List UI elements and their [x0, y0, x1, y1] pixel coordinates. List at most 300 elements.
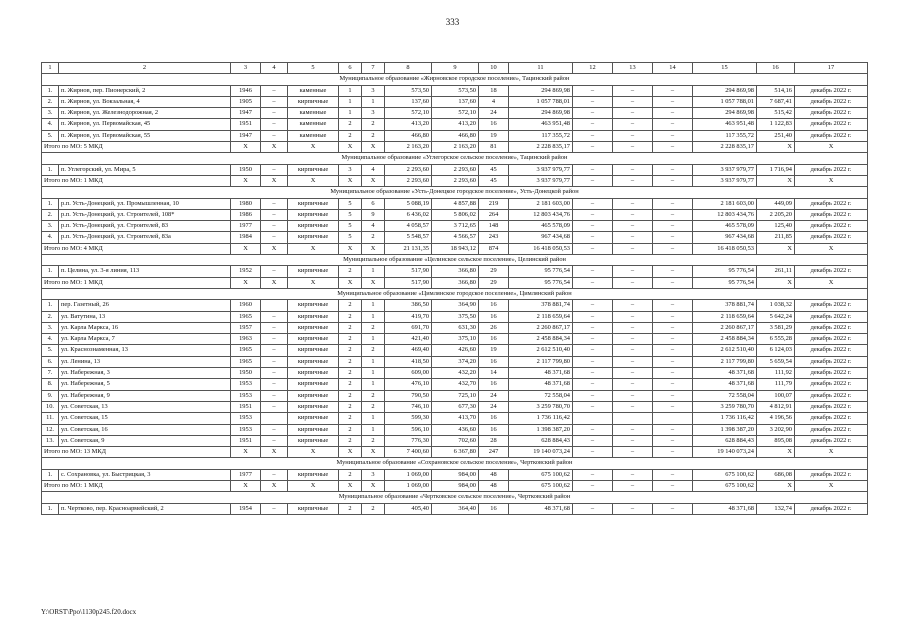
table-cell: 1 398 387,20 [509, 424, 573, 435]
table-cell: 3 937 979,77 [509, 175, 573, 186]
table-cell: 3 581,29 [757, 322, 795, 333]
table-cell: 2 293,60 [432, 175, 479, 186]
table-cell: 16 418 050,53 [693, 243, 757, 254]
municipality-title: Муниципальное образование «Чертковское сельское поселение», Чертковский район [42, 492, 868, 503]
table-cell: 4 857,88 [432, 198, 479, 209]
table-cell: X [231, 480, 261, 491]
table-cell: 2. [42, 311, 59, 322]
address-cell: р.п. Усть-Донецкий, ул. Промышленная, 10 [59, 198, 231, 209]
table-cell: – [613, 469, 653, 480]
table-cell: 436,60 [432, 424, 479, 435]
table-cell: 19 140 073,24 [509, 447, 573, 458]
table-cell: кирпичные [288, 379, 339, 390]
table-cell: 72 558,04 [509, 390, 573, 401]
table-cell: 2 [362, 232, 385, 243]
table-cell: декабрь 2022 г. [795, 334, 868, 345]
table-cell: 48 [479, 480, 509, 491]
table-cell: 264 [479, 209, 509, 220]
table-cell: X [362, 480, 385, 491]
table-cell: – [613, 390, 653, 401]
table-cell: 4 [479, 96, 509, 107]
table-cell: 2 205,20 [757, 209, 795, 220]
table-cell: 29 [479, 266, 509, 277]
table-cell: 465 578,09 [509, 221, 573, 232]
table-cell [653, 413, 693, 424]
table-cell: X [261, 277, 288, 288]
table-cell: 463 951,48 [693, 119, 757, 130]
table-cell: X [362, 243, 385, 254]
table-cell: – [653, 266, 693, 277]
table-cell: – [613, 85, 653, 96]
table-cell: 1951 [231, 435, 261, 446]
table-cell: 5 [339, 209, 362, 220]
table-cell: 1. [42, 164, 59, 175]
table-cell: декабрь 2022 г. [795, 266, 868, 277]
table-cell: 24 [479, 401, 509, 412]
table-cell: 72 558,04 [693, 390, 757, 401]
table-cell: 675 100,62 [693, 480, 757, 491]
table-cell: кирпичные [288, 164, 339, 175]
table-cell: 2. [42, 96, 59, 107]
address-cell: р.п. Усть-Донецкий, ул. Строителей, 83а [59, 232, 231, 243]
table-cell: 2 [362, 390, 385, 401]
table-cell: X [757, 175, 795, 186]
table-cell: 16 [479, 119, 509, 130]
table-cell: X [339, 175, 362, 186]
municipality-header-row [42, 492, 868, 503]
table-cell: 1 [362, 368, 385, 379]
table-cell: 2 [339, 356, 362, 367]
table-cell: 686,08 [757, 469, 795, 480]
column-number-row [42, 63, 868, 74]
column-number: 8 [385, 63, 432, 74]
footer-file-path: Y:\ORST\Ppo\1130p245.f20.docx [41, 608, 137, 616]
municipality-title: Муниципальное образование «Углегорское сельское поселение», Тацинский район [42, 153, 868, 164]
table-cell: X [231, 447, 261, 458]
table-row [42, 164, 868, 175]
table-cell: кирпичные [288, 334, 339, 345]
table-cell: – [261, 503, 288, 514]
table-cell: 19 [479, 345, 509, 356]
table-cell: – [653, 96, 693, 107]
table-cell: – [573, 390, 613, 401]
table-cell: 1980 [231, 198, 261, 209]
table-cell: – [261, 198, 288, 209]
municipality-title: Муниципальное образование «Цимлянское городское поселение», Цимлянский район [42, 288, 868, 299]
table-cell: 5 806,02 [432, 209, 479, 220]
table-cell: 2 [362, 401, 385, 412]
total-row [42, 175, 868, 186]
table-cell: декабрь 2022 г. [795, 130, 868, 141]
table-cell: 4. [42, 334, 59, 345]
table-cell: X [261, 447, 288, 458]
table-cell: 12 803 434,76 [693, 209, 757, 220]
table-cell [261, 300, 288, 311]
table-cell: 432,20 [432, 368, 479, 379]
table-cell: 596,10 [385, 424, 432, 435]
address-cell: ул. Набережная, 5 [59, 379, 231, 390]
table-cell: 81 [479, 142, 509, 153]
table-cell: 10. [42, 401, 59, 412]
table-cell: каменные [288, 130, 339, 141]
table-cell: – [573, 379, 613, 390]
table-cell: X [288, 142, 339, 153]
table-cell: 3 [362, 469, 385, 480]
table-cell: 675 100,62 [509, 480, 573, 491]
table-cell: 1950 [231, 164, 261, 175]
table-cell: 2 293,60 [385, 175, 432, 186]
table-cell: – [653, 198, 693, 209]
table-cell: – [573, 130, 613, 141]
table-cell: X [231, 142, 261, 153]
table-cell: X [362, 277, 385, 288]
table-cell: – [573, 322, 613, 333]
table-cell: кирпичные [288, 209, 339, 220]
table-cell: 1953 [231, 424, 261, 435]
table-cell: – [573, 401, 613, 412]
table-cell: кирпичные [288, 401, 339, 412]
table-cell: 48 371,68 [693, 368, 757, 379]
table-cell: 5 548,57 [385, 232, 432, 243]
table-cell: – [613, 311, 653, 322]
table-cell: 2 [339, 311, 362, 322]
table-cell: 111,79 [757, 379, 795, 390]
table-row [42, 108, 868, 119]
table-cell: 1 736 116,42 [693, 413, 757, 424]
table-cell: – [573, 142, 613, 153]
table-cell: – [613, 322, 653, 333]
table-cell: – [573, 198, 613, 209]
table-cell: X [795, 243, 868, 254]
table-cell: 26 [479, 322, 509, 333]
table-cell: 967 434,68 [509, 232, 573, 243]
table-cell: 1946 [231, 85, 261, 96]
table-cell: 2 [339, 424, 362, 435]
table-cell: 1. [42, 503, 59, 514]
table-cell: – [613, 277, 653, 288]
table-cell: 2 228 835,17 [693, 142, 757, 153]
table-cell: – [653, 390, 693, 401]
table-row [42, 96, 868, 107]
table-cell: – [613, 435, 653, 446]
table-cell: кирпичные [288, 198, 339, 209]
table-cell: 1. [42, 198, 59, 209]
table-cell: 1 [362, 266, 385, 277]
table-cell: 261,11 [757, 266, 795, 277]
table-cell: – [653, 85, 693, 96]
table-cell: – [261, 469, 288, 480]
table-cell: 1963 [231, 334, 261, 345]
total-label: Итого по МО: 13 МКД [42, 447, 231, 458]
address-cell: п. Жирнов, пер. Пионерский, 2 [59, 85, 231, 96]
table-cell: – [613, 130, 653, 141]
column-number: 10 [479, 63, 509, 74]
table-cell: 48 371,68 [509, 503, 573, 514]
total-row [42, 447, 868, 458]
table-cell: X [288, 175, 339, 186]
table-row [42, 424, 868, 435]
table-cell: 16 [479, 503, 509, 514]
buildings-table [41, 62, 868, 515]
table-cell: – [573, 277, 613, 288]
table-cell: – [573, 447, 613, 458]
table-cell: – [613, 368, 653, 379]
table-cell: 7 400,60 [385, 447, 432, 458]
table-cell: – [573, 435, 613, 446]
table-cell: 1 069,00 [385, 469, 432, 480]
table-cell: 374,20 [432, 356, 479, 367]
table-cell: – [261, 221, 288, 232]
table-cell: 419,70 [385, 311, 432, 322]
table-cell: – [653, 243, 693, 254]
table-cell: декабрь 2022 г. [795, 401, 868, 412]
table-cell: 1965 [231, 345, 261, 356]
table-cell: 1 057 788,01 [693, 96, 757, 107]
table-cell: 746,10 [385, 401, 432, 412]
address-cell: ул. Краснознаменная, 13 [59, 345, 231, 356]
table-row [42, 322, 868, 333]
table-cell: 895,08 [757, 435, 795, 446]
table-cell: 675 100,62 [509, 469, 573, 480]
table-cell: 1 069,00 [385, 480, 432, 491]
address-cell: р.п. Усть-Донецкий, ул. Строителей, 83 [59, 221, 231, 232]
table-cell: – [261, 130, 288, 141]
table-cell: 95 776,54 [509, 277, 573, 288]
table-cell: 294 869,98 [509, 108, 573, 119]
table-row [42, 334, 868, 345]
table-cell: 1977 [231, 469, 261, 480]
table-cell: 790,50 [385, 390, 432, 401]
table-cell: 2 163,20 [432, 142, 479, 153]
table-cell: 517,90 [385, 277, 432, 288]
table-cell: 2 [339, 390, 362, 401]
table-cell: 1 716,94 [757, 164, 795, 175]
table-cell: – [613, 424, 653, 435]
table-cell: 48 371,68 [693, 379, 757, 390]
table-cell: 2 [362, 345, 385, 356]
table-cell: декабрь 2022 г. [795, 96, 868, 107]
column-number: 1 [42, 63, 59, 74]
total-label: Итого по МО: 5 МКД [42, 142, 231, 153]
table-cell: 100,07 [757, 390, 795, 401]
table-cell: 16 [479, 334, 509, 345]
table-cell: кирпичные [288, 390, 339, 401]
table-cell: 12. [42, 424, 59, 435]
table-cell: кирпичные [288, 413, 339, 424]
table-cell: 413,70 [432, 413, 479, 424]
table-cell: – [613, 480, 653, 491]
table-cell: 677,30 [432, 401, 479, 412]
table-cell [573, 413, 613, 424]
table-cell: – [573, 175, 613, 186]
table-cell: 6 [362, 198, 385, 209]
table-cell: 2 118 659,64 [509, 311, 573, 322]
table-cell: 984,00 [432, 480, 479, 491]
table-cell: 515,42 [757, 108, 795, 119]
table-cell: – [653, 503, 693, 514]
table-cell: – [261, 379, 288, 390]
table-cell: – [261, 164, 288, 175]
table-cell: 48 [479, 469, 509, 480]
table-cell: 1. [42, 300, 59, 311]
table-cell: 375,10 [432, 334, 479, 345]
table-cell: – [653, 379, 693, 390]
table-cell: – [613, 221, 653, 232]
table-cell: – [261, 232, 288, 243]
address-cell: ул. Карла Маркса, 7 [59, 334, 231, 345]
total-row [42, 277, 868, 288]
table-cell: X [261, 480, 288, 491]
table-cell: 366,80 [432, 277, 479, 288]
column-number: 4 [261, 63, 288, 74]
table-cell: 366,80 [432, 266, 479, 277]
table-row [42, 345, 868, 356]
column-number: 3 [231, 63, 261, 74]
table-cell: X [795, 175, 868, 186]
column-number: 17 [795, 63, 868, 74]
table-cell: 3 259 780,70 [693, 401, 757, 412]
table-row [42, 130, 868, 141]
table-cell: X [795, 480, 868, 491]
table-row [42, 435, 868, 446]
table-cell: – [653, 142, 693, 153]
address-cell: ул. Набережная, 9 [59, 390, 231, 401]
table-cell: 5 659,54 [757, 356, 795, 367]
table-cell: 2 293,60 [385, 164, 432, 175]
table-cell: X [757, 447, 795, 458]
table-cell: 5. [42, 345, 59, 356]
table-cell: 1977 [231, 221, 261, 232]
table-cell: X [339, 447, 362, 458]
table-cell: – [653, 175, 693, 186]
table-cell: декабрь 2022 г. [795, 379, 868, 390]
table-cell: – [613, 447, 653, 458]
table-cell: 1986 [231, 209, 261, 220]
table-cell: – [573, 368, 613, 379]
table-cell: 421,40 [385, 334, 432, 345]
address-cell: ул. Карла Маркса, 16 [59, 322, 231, 333]
table-cell: – [573, 119, 613, 130]
table-cell: 2 163,20 [385, 142, 432, 153]
total-row [42, 142, 868, 153]
address-cell: п. Целина, ул. 3-я линия, 113 [59, 266, 231, 277]
table-cell: 14 [479, 368, 509, 379]
table-cell: – [261, 209, 288, 220]
table-cell: 2 [339, 300, 362, 311]
table-cell: – [261, 390, 288, 401]
table-cell: 1953 [231, 390, 261, 401]
table-cell: – [573, 243, 613, 254]
address-cell: ул. Советская, 9 [59, 435, 231, 446]
table-cell: кирпичные [288, 368, 339, 379]
table-cell: 1 [339, 108, 362, 119]
table-cell: 1 [362, 424, 385, 435]
table-cell: – [261, 96, 288, 107]
table-cell: 2 [339, 469, 362, 480]
table-cell: – [653, 435, 693, 446]
table-cell: 1 [362, 311, 385, 322]
table-cell: X [288, 447, 339, 458]
table-cell: 2 [339, 368, 362, 379]
table-cell: – [613, 334, 653, 345]
table-cell: 6 555,28 [757, 334, 795, 345]
table-cell: – [573, 108, 613, 119]
table-cell: кирпичные [288, 503, 339, 514]
table-cell: – [573, 356, 613, 367]
address-cell: ул. Набережная, 3 [59, 368, 231, 379]
table-cell: 45 [479, 164, 509, 175]
table-cell: – [573, 469, 613, 480]
table-cell: – [653, 480, 693, 491]
table-cell: – [613, 401, 653, 412]
table-cell: 219 [479, 198, 509, 209]
table-cell: 9 [362, 209, 385, 220]
table-cell: X [231, 175, 261, 186]
page-number: 333 [445, 17, 460, 27]
table-cell: декабрь 2022 г. [795, 232, 868, 243]
table-cell: – [653, 469, 693, 480]
table-cell: 4 566,57 [432, 232, 479, 243]
table-cell: 2 260 867,17 [693, 322, 757, 333]
table-cell: 137,60 [432, 96, 479, 107]
table-cell: 3 937 979,77 [693, 164, 757, 175]
table-cell: 4 [362, 221, 385, 232]
table-cell: – [653, 221, 693, 232]
table-cell: 5 [339, 232, 362, 243]
table-cell: – [653, 209, 693, 220]
address-cell: п. Жирнов, ул. Первомайская, 55 [59, 130, 231, 141]
table-cell: 294 869,98 [693, 85, 757, 96]
table-cell: 28 [479, 435, 509, 446]
table-cell: 691,70 [385, 322, 432, 333]
table-row [42, 85, 868, 96]
table-cell: 2 [339, 119, 362, 130]
table-cell: 1952 [231, 266, 261, 277]
table-cell: 3 712,65 [432, 221, 479, 232]
table-cell: – [613, 175, 653, 186]
table-cell: кирпичные [288, 469, 339, 480]
table-cell: 967 434,68 [693, 232, 757, 243]
municipality-title: Муниципальное образование «Усть-Донецкое городское поселение», Усть-Донецкой район [42, 187, 868, 198]
table-cell: X [362, 175, 385, 186]
table-row [42, 413, 868, 424]
table-row [42, 469, 868, 480]
table-cell: 3 [362, 85, 385, 96]
table-cell: декабрь 2022 г. [795, 209, 868, 220]
table-cell: 874 [479, 243, 509, 254]
address-cell: ул. Ленина, 13 [59, 356, 231, 367]
table-cell: – [261, 401, 288, 412]
table-cell: кирпичные [288, 300, 339, 311]
table-cell: X [231, 277, 261, 288]
table-cell: кирпичные [288, 311, 339, 322]
municipality-header-row [42, 74, 868, 85]
table-cell: – [653, 311, 693, 322]
table-cell: – [653, 322, 693, 333]
table-cell: 5 642,24 [757, 311, 795, 322]
table-cell: 19 [479, 130, 509, 141]
table-cell: 3 259 780,70 [509, 401, 573, 412]
address-cell: ул. Советская, 15 [59, 413, 231, 424]
table-cell: 2 [339, 435, 362, 446]
table-cell: 48 371,68 [509, 368, 573, 379]
table-cell: 1954 [231, 503, 261, 514]
table-cell: 132,74 [757, 503, 795, 514]
column-number: 11 [509, 63, 573, 74]
table-cell: 1951 [231, 401, 261, 412]
table-cell: 7 687,41 [757, 96, 795, 107]
table-cell: X [757, 243, 795, 254]
